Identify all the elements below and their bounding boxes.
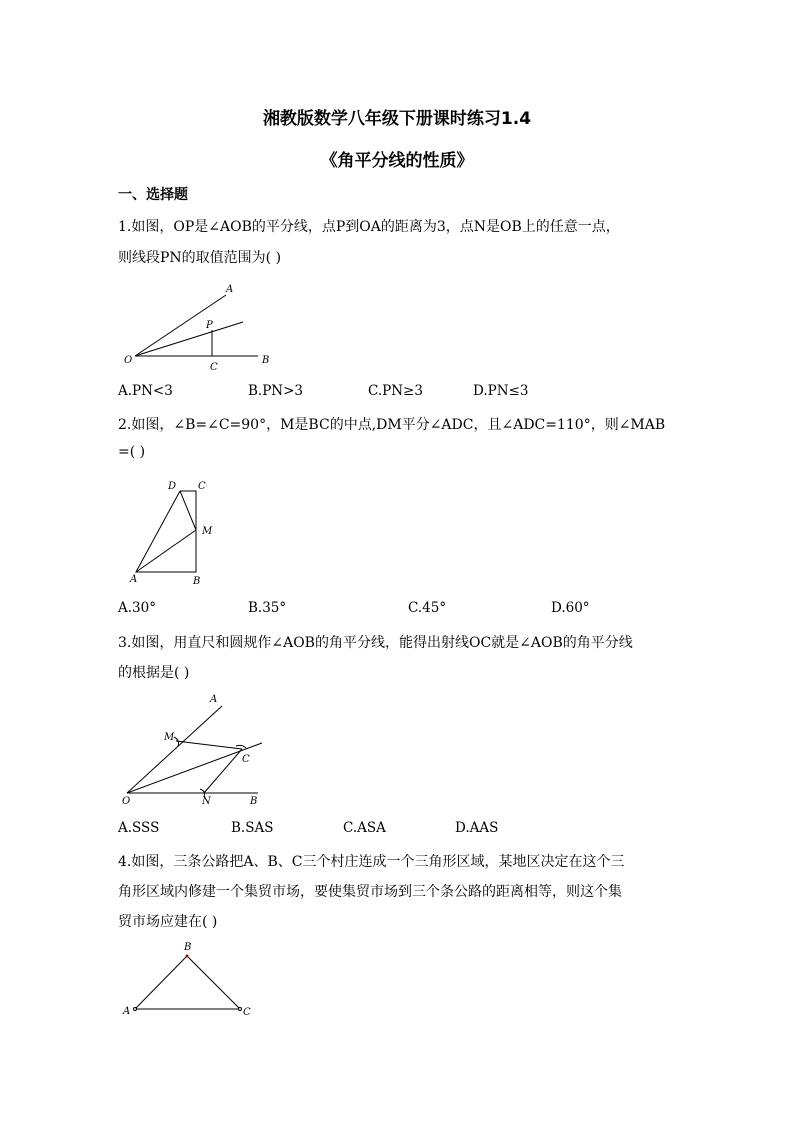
q1-option-c: C.PN≥3 xyxy=(368,383,423,399)
label-d: D xyxy=(168,481,177,492)
label-a: A xyxy=(123,1006,131,1017)
question-3-line-2: 的根据是( ) xyxy=(118,665,190,681)
label-b: B xyxy=(262,355,270,366)
question-4-line-1: 4.如图，三条公路把A、B、C三个村庄连成一个三角形区域，某地区决定在这个三 xyxy=(118,854,625,870)
page-title: 湘教版数学八年级下册课时练习1.4 xyxy=(262,109,532,129)
page-subtitle: 《角平分线的性质》 xyxy=(320,151,474,171)
question-4-figure xyxy=(118,938,268,1023)
point-c xyxy=(239,1008,242,1011)
q3-option-a: A.SSS xyxy=(118,820,160,836)
question-2-line-2: =( ) xyxy=(118,444,146,460)
triangle-abc xyxy=(135,956,240,1009)
q2-option-a: A.30° xyxy=(118,600,156,616)
label-b: B xyxy=(193,576,201,587)
label-o: O xyxy=(124,355,133,366)
quadrilateral-abcd xyxy=(136,491,196,572)
label-o: O xyxy=(122,796,131,807)
q2-option-b: B.35° xyxy=(248,600,287,616)
segment-nc xyxy=(204,749,242,793)
label-a: A xyxy=(226,284,234,295)
q2-option-d: D.60° xyxy=(551,600,590,616)
label-p: P xyxy=(206,320,213,331)
segment-dm xyxy=(180,491,196,530)
label-c: C xyxy=(210,362,218,373)
question-4-line-3: 贸市场应建在( ) xyxy=(118,914,218,930)
q1-option-a: A.PN<3 xyxy=(118,383,173,399)
question-2-line-1: 2.如图，∠B=∠C=90°，M是BC的中点,DM平分∠ADC，且∠ADC=110°，则∠MAB xyxy=(118,417,666,433)
label-a: A xyxy=(130,574,138,585)
label-c: C xyxy=(242,754,250,765)
ray-oa xyxy=(127,706,222,793)
q3-option-c: C.ASA xyxy=(343,820,386,836)
label-c: C xyxy=(243,1007,251,1018)
question-2-figure xyxy=(118,474,228,589)
label-m: M xyxy=(164,732,175,743)
question-3-figure xyxy=(118,690,278,810)
point-b xyxy=(186,955,189,958)
ray-oc xyxy=(127,743,262,793)
q1-option-b: B.PN>3 xyxy=(248,383,304,399)
question-3-line-1: 3.如图，用直尺和圆规作∠AOB的角平分线，能得出射线OC就是∠AOB的角平分线 xyxy=(118,635,633,651)
point-a xyxy=(134,1008,137,1011)
question-1-line-1: 1.如图，OP是∠AOB的平分线，点P到OA的距离为3，点N是OB上的任意一点， xyxy=(118,219,620,235)
q3-option-d: D.AAS xyxy=(455,820,499,836)
arc-c xyxy=(236,745,246,748)
ray-op xyxy=(135,322,243,356)
q1-option-d: D.PN≤3 xyxy=(473,383,529,399)
label-b: B xyxy=(250,796,258,807)
label-n: N xyxy=(202,796,211,807)
question-4-line-2: 角形区域内修建一个集贸市场，要使集贸市场到三个条公路的距离相等，则这个集 xyxy=(118,884,622,900)
segment-mc xyxy=(176,741,242,749)
q2-option-c: C.45° xyxy=(408,600,447,616)
question-1-line-2: 则线段PN的取值范围为( ) xyxy=(118,250,282,266)
label-m: M xyxy=(202,526,213,537)
q3-option-b: B.SAS xyxy=(231,820,274,836)
segment-am xyxy=(136,530,196,572)
section-heading: 一、选择题 xyxy=(118,187,188,203)
label-b: B xyxy=(184,942,192,953)
label-c: C xyxy=(198,481,206,492)
question-1-figure xyxy=(118,280,288,375)
label-a: A xyxy=(210,694,218,705)
